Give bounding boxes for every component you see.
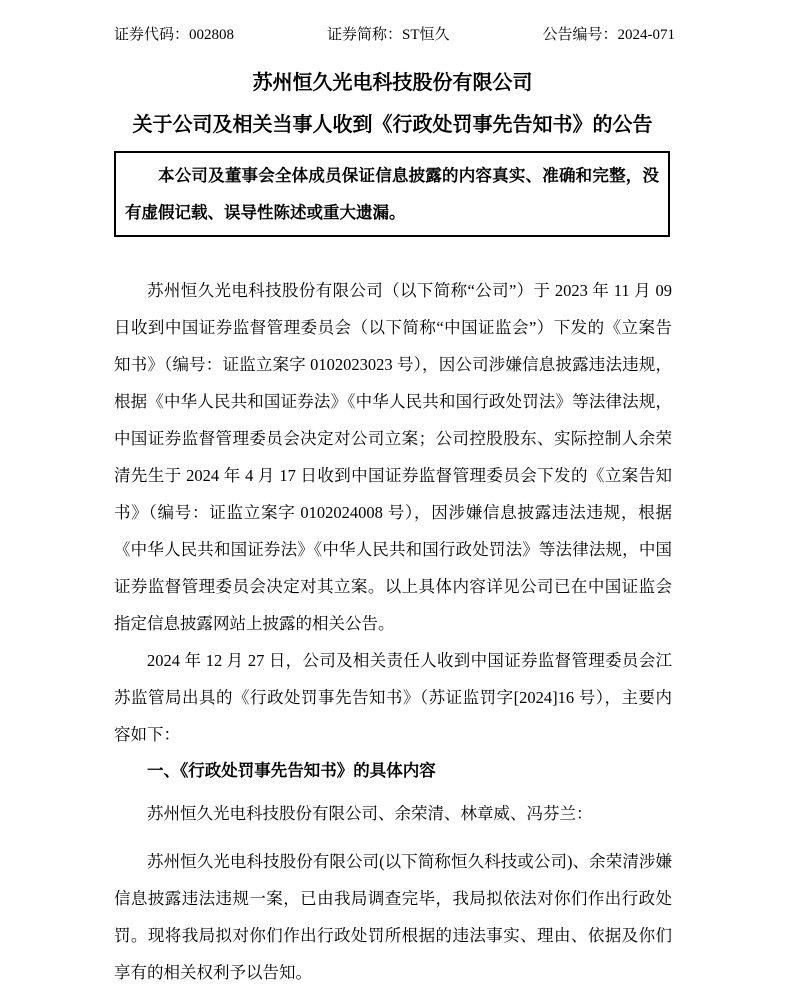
document-body	[114, 272, 672, 991]
disclaimer-text: 本公司及董事会全体成员保证信息披露的内容真实、准确和完整，没有虚假记载、误导性陈述或重大遗漏。	[125, 167, 659, 222]
stock-code: 证券代码：002808	[114, 27, 235, 43]
company-name-title: 苏州恒久光电科技股份有限公司	[252, 72, 533, 94]
section-heading-notice-content: 一、《行政处罚事先告知书》的具体内容	[147, 762, 436, 780]
disclaimer-box	[114, 151, 670, 237]
paragraph-penalty-notice-received: 2024 年 12 月 27 日，公司及相关责任人收到中国证券监督管理委员会江苏监管局出具的《行政处罚事先告知书》（苏证监罚字[2024]16 号），主要内容如下：	[114, 651, 672, 744]
paragraph-salutation: 苏州恒久光电科技股份有限公司、余荣清、林章威、冯芬兰：	[147, 804, 593, 823]
paragraph-filing-notice: 苏州恒久光电科技股份有限公司（以下简称“公司”）于 2023 年 11 月 09 日收到中国证券监督管理委员会（以下简称“中国证监会”）下发的《立案告知书》（编号：证监立案字 0102023023 号），因公司涉嫌信息披露违法违规，根据《中华人民共和国证券法》《中华人民共和国行政处罚法》等法律法规，中国证券监督管理委员会决定对公司立案；公司控股股东、实际控制人余荣清先生于 2024 年 4 月 17 日收到中国证券监督管理委员会下发的《立案告知书》（编号：证监立案字 0102024008 号），因涉嫌信息披露违法违规，根据《中华人民共和国证券法》《中华人民共和国行政处罚法》等法律法规，中国证券监督管理委员会决定对其立案。以上具体内容详见公司已在中国证监会指定信息披露网站上披露的相关公告。	[114, 281, 672, 633]
announcement-number: 公告编号：2024-071	[542, 27, 675, 43]
stock-abbreviation: 证券简称：ST恒久	[327, 27, 450, 43]
paragraph-investigation-result: 苏州恒久光电科技股份有限公司(以下简称恒久科技或公司)、余荣清涉嫌信息披露违法违规一案，已由我局调查完毕，我局拟依法对你们作出行政处罚。现将我局拟对你们作出行政处罚所根据的违法事实、理由、依据及你们享有的相关权利予以告知。	[114, 852, 672, 982]
announcement-title: 关于公司及相关当事人收到《行政处罚事先告知书》的公告	[132, 114, 653, 136]
document-header	[114, 24, 675, 46]
